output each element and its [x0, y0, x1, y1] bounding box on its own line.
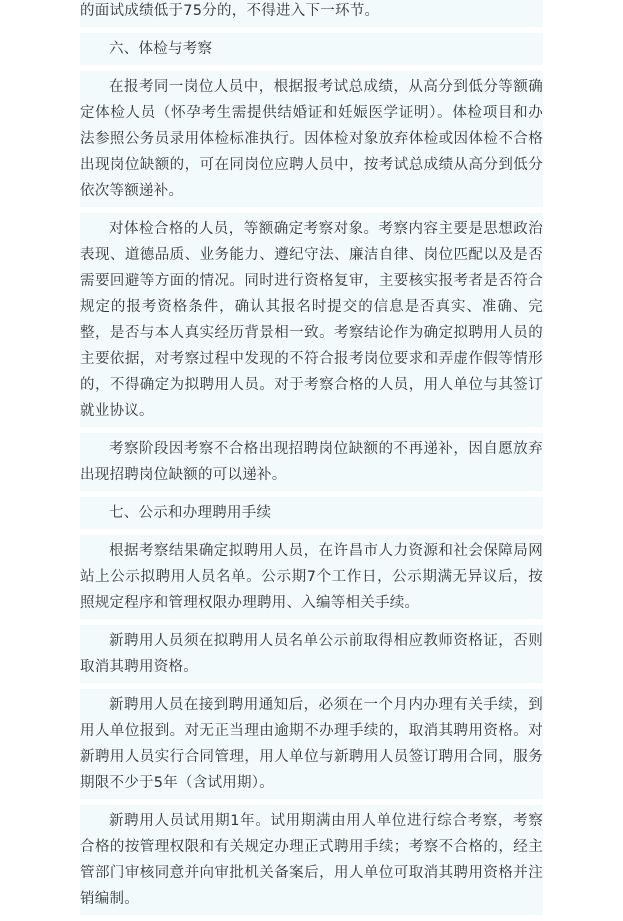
- article-body: [80, 0, 543, 921]
- paragraph-text: 根据考察结果确定拟聘用人员，在许昌市人力资源和社会保障局网站上公示拟聘用人员名单。公示期7个工作日，公示期满无异议后，按照规定程序和管理权限办理聘用、入编等相关手续。: [80, 543, 543, 611]
- paragraph-physical-exam: [80, 71, 543, 207]
- paragraph-text: 新聘用人员在接到聘用通知后，必须在一个月内办理有关手续，到用人单位报到。对无正当理由逾期不办理手续的，取消其聘用资格。对新聘用人员实行合同管理，用人单位与新聘用人员签订聘用合同，服务期限不少于5年（含试用期）。: [80, 697, 543, 791]
- paragraph-teacher-certificate: [80, 625, 543, 683]
- paragraph-text: 在报考同一岗位人员中，根据报考试总成绩，从高分到低分等额确定体检人员（怀孕考生需提供结婚证和妊娠医学证明）。体检项目和办法参照公务员录用体检标准执行。因体检对象放弃体检或因体检不合格出现岗位缺额的，可在同岗位应聘人员中，按考试总成绩从高分到低分依次等额递补。: [80, 79, 543, 199]
- paragraph-text: 对体检合格的人员，等额确定考察对象。考察内容主要是思想政治表现、道德品质、业务能力、遵纪守法、廉洁自律、岗位匹配以及是否需要回避等方面的情况。同时进行资格复审，主要核实报考者是否符合规定的报考资格条件，确认其报名时提交的信息是否真实、准确、完整，是否与本人真实经历背景相一致。考察结论作为确定拟聘用人员的主要依据，对考察过程中发现的不符合报考岗位要求和弄虚作假等情形的，不得确定为拟聘用人员。对于考察合格的人员，用人单位与其签订就业协议。: [80, 221, 543, 419]
- section-heading-physical-exam: [80, 33, 543, 65]
- section-heading-publicity: [80, 497, 543, 529]
- paragraph-publicity: [80, 535, 543, 619]
- paragraph-interview-threshold: [80, 0, 543, 27]
- heading-text: 六、体检与考察: [109, 41, 213, 57]
- paragraph-text: 的面试成绩低于75分的，不得进入下一环节。: [80, 3, 380, 19]
- paragraph-vacancy-replacement: [80, 433, 543, 491]
- paragraph-text: 考察阶段因考察不合格出现招聘岗位缺额的不再递补，因自愿放弃出现招聘岗位缺额的可以递补。: [80, 441, 543, 483]
- heading-text: 七、公示和办理聘用手续: [109, 505, 272, 521]
- paragraph-text: 新聘用人员试用期1年。试用期满由用人单位进行综合考察，考察合格的按管理权限和有关规定办理正式聘用手续；考察不合格的，经主管部门审核同意并向审批机关备案后，用人单位可取消其聘用资格并注销编制。: [80, 813, 543, 907]
- paragraph-reporting: [80, 689, 543, 799]
- paragraph-text: 新聘用人员须在拟聘用人员名单公示前取得相应教师资格证，否则取消其聘用资格。: [80, 633, 543, 675]
- paragraph-probation: [80, 805, 543, 915]
- paragraph-inspection: [80, 213, 543, 427]
